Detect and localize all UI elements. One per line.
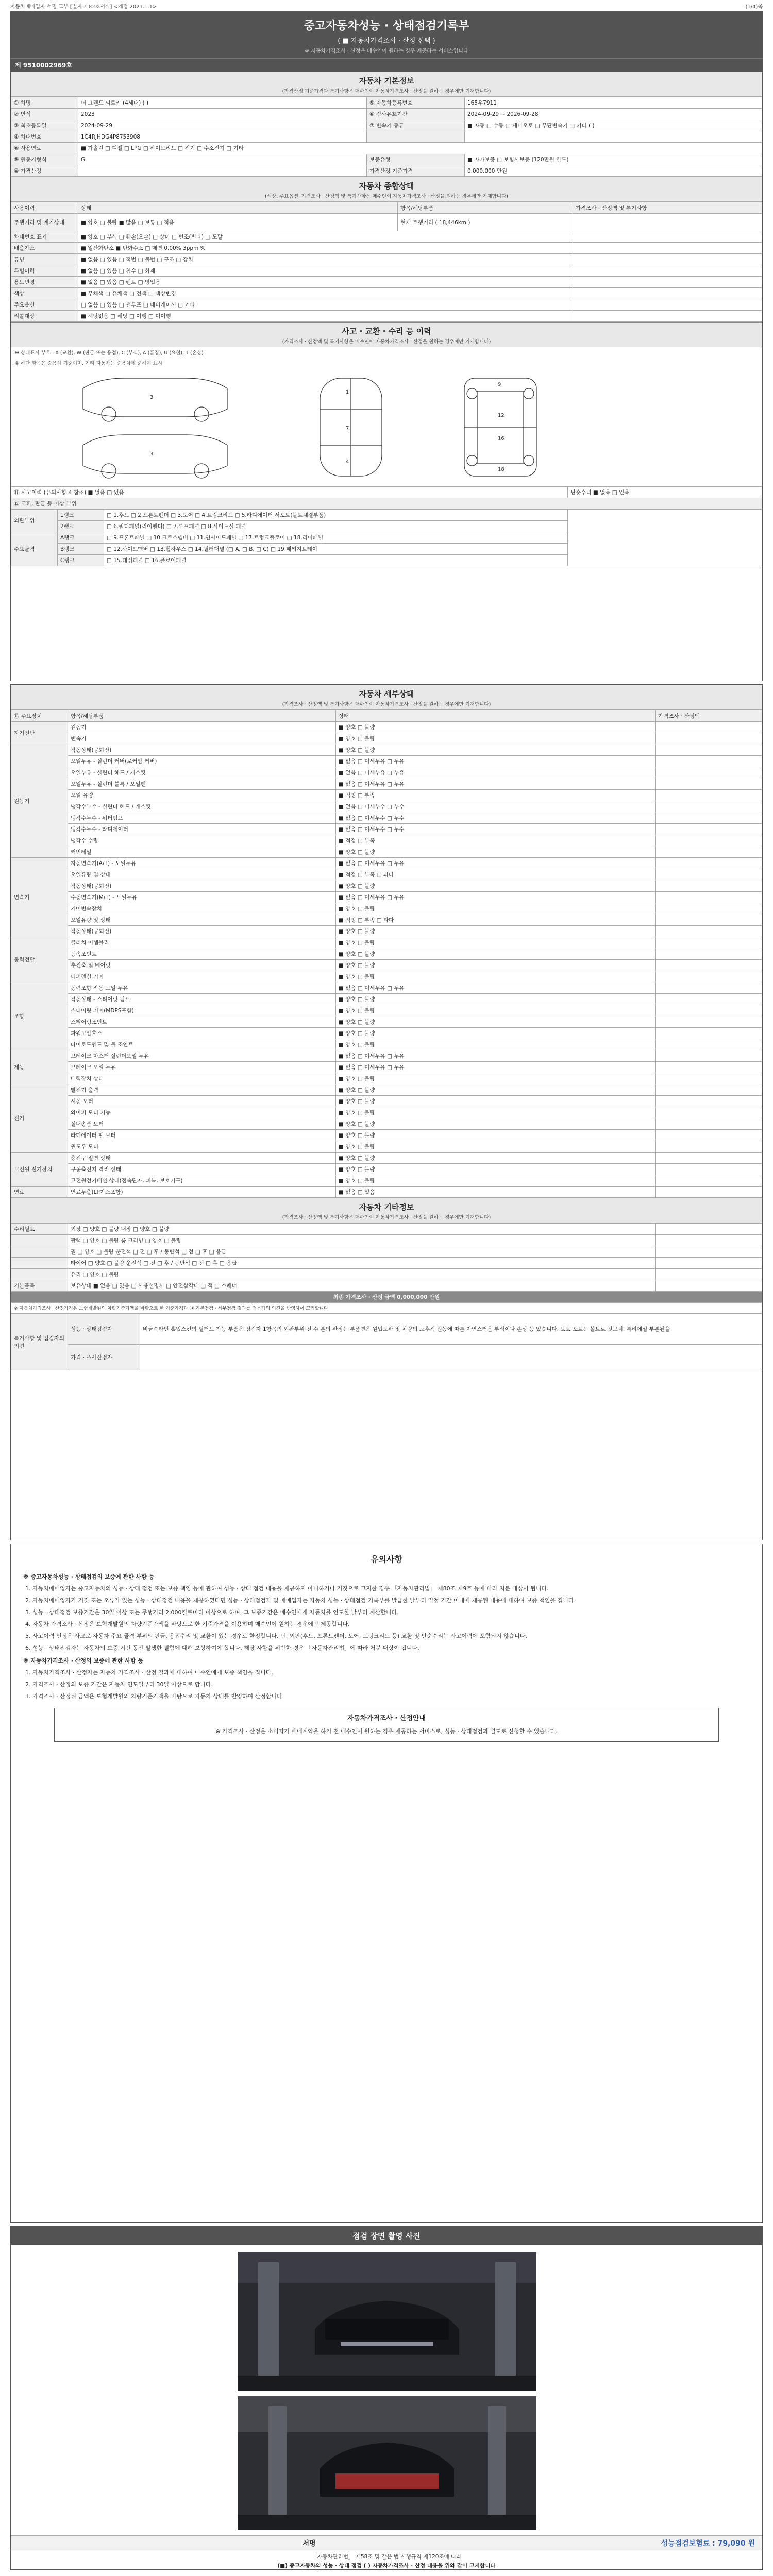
detail-item: 변속기 [68,733,336,744]
detail-state: ■ 양호 □ 불량 [336,1084,656,1096]
detail-state: ■ 양호 □ 불량 [336,846,656,858]
detail-price [656,914,762,926]
detail-group-name: 자기진단 [11,722,68,744]
detail-state: ■ 없음 □ 미세누유 □ 누유 [336,778,656,790]
detail-item: 윈도우 모터 [68,1141,336,1153]
notice-item: 5. 사고이력 인정은 사고로 자동차 주요 골격 부위의 판금, 용접수리 및 교환이 있는 경우로 한정합니다. 단, 외판(후드, 프론트펜더, 도어, 트렁크리드 등) 교환 및 단순수리는 사고이력에 포함되지 않습니다. [32,1632,750,1640]
detail-row [11,812,762,824]
detail-item: 오일누유 - 실린더 커버(로커암 커버) [68,756,336,767]
detail-state: ■ 없음 □ 미세누수 □ 누수 [336,824,656,835]
detail-price [656,812,762,824]
notice-item: 4. 자동차 가격조사 · 산정은 보험개발원의 차량기준가액을 바탕으로 한 기준가격을 이용하며 매수인이 원하는 경우에만 제공합니다. [32,1620,750,1629]
detail-row [11,960,762,971]
registration-number: 제 9510002969호 [11,58,762,72]
detail-item: 오일유량 및 상태 [68,914,336,926]
detail-price [656,767,762,778]
detail-status-heading: 자동차 세부상태 (가격조사 · 산정액 및 특기사항은 매수인이 자동차가격조사 · 산정을 원하는 경우에만 기재합니다) [11,685,762,710]
detail-price [656,1073,762,1084]
detail-group-name: 연료 [11,1187,68,1198]
svg-text:4: 4 [346,459,349,465]
inspection-photo-rear [238,2396,536,2530]
detail-price [656,1084,762,1096]
detail-price [656,744,762,756]
detail-row [11,892,762,903]
detail-state: ■ 양호 □ 불량 [336,1175,656,1187]
detail-item: 타이로드엔드 및 볼 조인트 [68,1039,336,1050]
detail-item: 오일 유량 [68,790,336,801]
notice-item: 1. 자동차가격조사 · 산정자는 자동차 가격조사 · 산정 결과에 대하여 매수인에게 보증 책임을 집니다. [32,1668,750,1677]
detail-state: ■ 없음 □ 미세누수 □ 누수 [336,812,656,824]
detail-state: ■ 양호 □ 불량 [336,926,656,937]
detail-item: 냉각수누수 - 워터펌프 [68,812,336,824]
detail-row [11,1175,762,1187]
detail-state: ■ 양호 □ 불량 [336,1153,656,1164]
detail-item: 연료누출(LP가스포함) [68,1187,336,1198]
detail-state: ■ 양호 □ 불량 [336,937,656,948]
notice-item: 6. 성능 · 상태점검자는 자동차의 보증 기간 동안 발생한 결함에 대해 보상하여야 합니다. 해당 사항을 위반한 경우 「자동차관리법」에 따라 처분 대상이 됩니다. [32,1643,750,1652]
detail-state: ■ 양호 □ 불량 [336,960,656,971]
detail-state: ■ 없음 □ 미세누유 □ 누유 [336,767,656,778]
detail-item: 스티어링 기어(MDPS포함) [68,1005,336,1016]
detail-state: ■ 없음 □ 미세누유 □ 누유 [336,1050,656,1062]
detail-state: ■ 양호 □ 불량 [336,1164,656,1175]
detail-row [11,880,762,892]
detail-item: 작동상태(공회전) [68,744,336,756]
detail-item: 자동변속기(A/T) - 오일누유 [68,858,336,869]
detail-state: ■ 없음 □ 있음 [336,1187,656,1198]
detail-row [11,801,762,812]
detail-item: 실내송풍 모터 [68,1118,336,1130]
detail-row [11,937,762,948]
accident-history-table: ⑪ 사고이력 (유의사항 4 참조) ■ 없음 □ 있음 단순수리 ■ 없음 □ 있음 ⑫ 교환, 판금 등 이상 부위 외판부위 1랭크 □ 1.후드 □ 2.프론트펜더 □ 3.도어 □ 4.트렁크리드 □ 5.라디에이터 서포트(볼트체결부품) 2랭크 □ 6.쿼터패널(리어펜더) □ 7.루프패널 □ 8.사이드실 패널 주요골격 A랭크 □ 9.프론트패널 □ 10.크로스멤버 □ 11.인사이드패널 □ 17.트렁크플로어 □ 18.리어패널 B랭크 □ 12.사이드멤버 □ 13.휠하우스 □ 14.필러패널 (□ A, □ B, □ C) □ 19.패키지트레이 C랭크 □ 15.대쉬패널 □ 16.플로어패널 [11,486,762,566]
detail-row [11,1141,762,1153]
detail-row [11,858,762,869]
overall-status-heading: 자동차 종합상태 (색상, 주요옵션, 가격조사 · 산정액 및 특기사항은 매수인이 자동차가격조사 · 산정을 원하는 경우에만 기재합니다) [11,177,762,202]
detail-price [656,756,762,767]
lift-photo-1-image [238,2252,536,2391]
detail-price [656,1130,762,1141]
detail-price [656,1175,762,1187]
detail-price [656,858,762,869]
detail-state: ■ 적정 □ 부족 □ 과다 [336,869,656,880]
detail-row [11,1016,762,1028]
detail-row [11,1005,762,1016]
detail-state: ■ 양호 □ 불량 [336,1130,656,1141]
svg-text:9: 9 [498,382,501,387]
svg-text:3: 3 [150,395,154,400]
detail-item: 작동상태(공회전) [68,880,336,892]
detail-group-name: 전기 [11,1084,68,1153]
detail-group-name: 변속기 [11,858,68,937]
signature-section: 서명 성능점검보험료 : 79,090 원 「자동차관리법」 제58조 및 같은 법 시행규칙 제120조에 따라 (■) 중고자동차의 성능 · 상태 점검 ( ) 자동차가격조사 · 산정 내용을 위와 같이 고지합니다 [11,2535,762,2569]
detail-price [656,1062,762,1073]
detail-price [656,1005,762,1016]
detail-row [11,903,762,914]
detail-state: ■ 적정 □ 부족 □ 과다 [336,914,656,926]
final-price-bar: 최종 가격조사 · 산정 금액 0,000,000 만원 [11,1292,762,1303]
detail-row [11,914,762,926]
detail-state: ■ 양호 □ 불량 [336,948,656,960]
detail-group-name: 조향 [11,982,68,1050]
detail-item: 라디에이터 팬 모터 [68,1130,336,1141]
detail-row [11,778,762,790]
detail-row [11,1028,762,1039]
detail-row [11,1107,762,1118]
detail-row [11,722,762,733]
detail-state: ■ 양호 □ 불량 [336,1107,656,1118]
detail-price [656,880,762,892]
detail-item: 배력장치 상태 [68,1073,336,1084]
detail-row [11,1187,762,1198]
detail-state: ■ 없음 □ 미세누수 □ 누수 [336,801,656,812]
detail-status-table: ⑬ 주요장치 항목/해당부품 상태 가격조사 · 산정액 자기진단 원동기 ■ 양호 □ 불량 변속기 ■ 양호 □ 불량 원동기 작동상태(공회전) ■ 양호 □ 불량 오일누유 - 실린더 커버(로커암 커버) ■ 없음 □ 미세누유 □ 누유 오일누유 - 실린더 헤드 / 개스킷 ■ 없음 □ 미세누유 □ 누유 오일누유 - 실린더 블록 / 오일팬 ■ 없음 □ 미세누유 □ 누유 오일 유량 ■ 적정 □ 부족 냉각수누수 - 실린더 헤드 / 개스킷 ■ 없음 □ 미세누수 □ 누수 냉각수누수 - 워터펌프 ■ 없음 □ 미세누수 □ 누수 냉각수누수 - 라디에이터 ■ 없음 □ 미세누수 □ 누수 냉각수 수량 ■ 적정 □ 부족 커먼레일 ■ 양호 □ 불량 변속기 자동변속기(A/T) - 오일누유 ■ 없음 □ 미세누유 □ 누유 오일유량 및 상태 ■ 적정 □ 부족 □ 과다 작동상태(공회전) ■ 양호 □ 불량 수동변속기(M/T) - 오일누유 ■ 없음 □ 미세누유 □ 누유 기어변속장치 ■ 양호 □ 불량 오일유량 및 상태 ■ 적정 □ 부족 □ 과다 작동상태(공회전) ■ 양호 □ 불량 동력전달 클러치 어셈블리 ■ 양호 □ 불량 등속조인트 ■ 양호 □ 불량 추진축 및 베어링 ■ 양호 □ 불량 디퍼렌셜 기어 ■ 양호 □ 불량 조향 동력조향 작동 오일 누유 ■ 없음 □ 미세누유 □ 누유 작동상태 - 스티어링 펌프 ■ 양호 □ 불량 스티어링 기어(MDPS포함) ■ 양호 □ 불량 스티어링조인트 ■ 양호 □ 불량 파워고압호스 ■ 양호 □ 불량 타이로드엔드 및 볼 조인트 ■ 양호 □ 불량 제동 브레이크 마스터 실린더오일 누유 ■ 없음 □ 미세누유 □ 누유 브레이크 오일 누유 ■ 없음 □ 미세누유 □ 누유 배력장치 상태 ■ 양호 □ 불량 전기 발전기 출력 ■ 양호 □ 불량 시동 모터 ■ 양호 □ 불량 와이퍼 모터 기능 ■ 양호 □ 불량 실내송풍 모터 ■ 양호 □ 불량 라디에이터 팬 모터 ■ 양호 □ 불량 윈도우 모터 ■ 양호 □ 불량 고전원 전기장치 충전구 절연 상태 ■ 양호 □ 불량 구동축전지 격리 상태 ■ 양호 □ 불량 고전원전기배선 상태(접속단자, 피복, 보호기구) ■ 양호 □ 불량 연료 연료누출(LP가스포함) ■ 없음 □ 있음 [11,710,762,1198]
notice-section: 유의사항 ※ 중고자동차성능 · 상태점검의 보증에 관한 사항 등 1. 자동차매매업자는 중고자동차의 성능 · 상태 점검 또는 보증 책임 등에 관하여 성능 · 상태 점검 내용을 제공하지 아니하거나 거짓으로 고지한 경우 「자동차관리법」 제80조 제9호 등에 따라 처분 대상이 됩니다. 2. 자동차매매업자가 거짓 또는 오류가 있는 성능 · 상태점검 내용을 제공하였다면 성능 · 상태점검자 및 매매업자는 자동차 성능 · 상태점검 기록부를 발급한 날부터 일정 기간 이내에 제공된 내용에 대하여 보증 책임을 집니다. 3. 성능 · 상태점검 보증기간은 30일 이상 또는 주행거리 2,000킬로미터 이상으로 하며, 그 보증기간은 매수인에게 자동차를 인도한 날부터 계산합니다. 4. 자동차 가격조사 · 산정은 보험개발원의 차량기준가액을 바탕으로 한 기준가격을 이용하며 매수인이 원하는 경우에만 제공합니다. 5. 사고이력 인정은 사고로 자동차 주요 골격 부위의 판금, 용접수리 및 교환이 있는 경우로 한정합니다. 단, 외판(후드, 프론트펜더, 도어, 트렁크리드 등) 교환 및 단순수리는 사고이력에 포함되지 않습니다. 6. 성능 · 상태점검자는 자동차의 보증 기간 동안 발생한 결함에 대해 보상하여야 합니다. 해당 사항을 위반한 경우 「자동차관리법」에 따라 처분 대상이 됩니다. ※ 자동차가격조사 · 산정의 보증에 관한 사항 등 1. 자동차가격조사 · 산정자는 자동차 가격조사 · 산정 결과에 대하여 매수인에게 보증 책임을 집니다. 2. 가격조사 · 산정의 보증 기간은 자동차 인도일부터 30일 이상으로 합니다. 3. 가격조사 · 산정된 금액은 보험개발원의 차량기준가액을 바탕으로 자동차 상태를 반영하여 산정합니다. 자동차가격조사 · 산정안내 ※ 가격조사 · 산정은 소비자가 매매계약을 하기 전 매수인이 원하는 경우 제공하는 서비스로, 성능 · 상태점검과 별도로 신청할 수 있습니다. [11,1544,762,1756]
detail-state: ■ 양호 □ 불량 [336,1141,656,1153]
detail-row [11,1050,762,1062]
detail-price [656,733,762,744]
detail-item: 발전기 출력 [68,1084,336,1096]
svg-text:18: 18 [498,467,505,472]
detail-price [656,1050,762,1062]
detail-price [656,1016,762,1028]
detail-price [656,937,762,948]
detail-row [11,790,762,801]
document-header [11,12,762,58]
detail-state: ■ 양호 □ 불량 [336,1073,656,1084]
detail-item: 클러치 어셈블리 [68,937,336,948]
detail-state: ■ 없음 □ 미세누유 □ 누유 [336,1062,656,1073]
page-indicator: (1/4)쪽 [745,4,763,10]
other-info-table: 수리필요 외장 □ 양호 □ 불량 내장 □ 양호 □ 불량 광택 □ 양호 □ 불량 룸 크리닝 □ 양호 □ 불량 휠 □ 양호 □ 불량 운전석 □ 전 □ 후 / 동반석 □ 전 □ 후 □ 응급 타이어 □ 양호 □ 불량 운전석 □ 전 □ 후 / 동반석 □ 전 □ 후 □ 응급 유리 □ 양호 □ 불량 기본품목 보유상태 ■ 없음 □ 있음 □ 사용설명서 □ 안전삼각대 □ 잭 □ 스패너 최종 가격조사 · 산정 금액 0,000,000 만원 ※ 자동차가격조사 · 산정가격은 보험개발원의 차량기준가액을 바탕으로 한 기준가격과 ⑭ 기본점검 · 세부점검 결과를 전문가의 의견을 반영하여 고려합니다 [11,1223,762,1313]
svg-text:12: 12 [498,413,505,418]
detail-group-name: 원동기 [11,744,68,858]
detail-item: 작동상태 - 스티어링 펌프 [68,994,336,1005]
detail-item: 커먼레일 [68,846,336,858]
document-subtitle: ( ■ 자동차가격조사 · 산정 선택 ) [338,37,435,45]
detail-group-name: 제동 [11,1050,68,1084]
detail-state: ■ 양호 □ 불량 [336,1016,656,1028]
notice-item: 1. 자동차매매업자는 중고자동차의 성능 · 상태 점검 또는 보증 책임 등에 관하여 성능 · 상태 점검 내용을 제공하지 아니하거나 거짓으로 고지한 경우 「자동차관리법」 제80조 제9호 등에 따라 처분 대상이 됩니다. [32,1584,750,1593]
detail-item: 브레이크 마스터 실린더오일 누유 [68,1050,336,1062]
detail-price [656,790,762,801]
detail-price [656,971,762,982]
svg-text:7: 7 [346,426,349,431]
detail-group-name: 고전원 전기장치 [11,1153,68,1187]
basic-info-heading: 자동차 기본정보 (가격산정 기준가격과 특기사항은 매수인이 자동차가격조사 · 산정을 원하는 경우에만 기재합니다) [11,72,762,97]
detail-state: ■ 양호 □ 불량 [336,903,656,914]
document-note: ※ 자동차가격조사 · 산정은 매수인이 원하는 경우 제공하는 서비스입니다 [305,48,468,54]
detail-price [656,1118,762,1130]
notice-item: 3. 성능 · 상태점검 보증기간은 30일 이상 또는 주행거리 2,000킬로미터 이상으로 하며, 그 보증기간은 매수인에게 자동차를 인도한 날부터 계산합니다. [32,1608,750,1617]
detail-price [656,722,762,733]
page-2 [10,684,763,1540]
detail-item: 오일누유 - 실린더 블록 / 오일팬 [68,778,336,790]
svg-text:3: 3 [150,451,154,457]
detail-price [656,903,762,914]
detail-item: 냉각수 수량 [68,835,336,846]
detail-row [11,835,762,846]
detail-price [656,994,762,1005]
detail-price [656,1028,762,1039]
detail-state: ■ 없음 □ 미세누유 □ 누유 [336,858,656,869]
detail-item: 오일누유 - 실린더 헤드 / 개스킷 [68,767,336,778]
page-4 [10,2226,763,2570]
detail-row [11,1073,762,1084]
odometer-reading: 현재 주행거리 ( 18,446km ) [398,214,573,231]
detail-item: 기어변속장치 [68,903,336,914]
detail-item: 냉각수누수 - 실린더 헤드 / 개스킷 [68,801,336,812]
detail-state: ■ 적정 □ 부족 [336,835,656,846]
detail-state: ■ 양호 □ 불량 [336,1039,656,1050]
form-reference: 자동차매매업자 서명 교부 [별지 제82호서식] <개정 2021.1.1> [10,4,157,10]
detail-state: ■ 양호 □ 불량 [336,1118,656,1130]
detail-state: ■ 양호 □ 불량 [336,971,656,982]
detail-row [11,948,762,960]
detail-state: ■ 양호 □ 불량 [336,1005,656,1016]
signature-title: 서명 [303,2540,316,2548]
page-3 [10,1544,763,2223]
detail-row [11,1084,762,1096]
accident-history-heading: 사고 · 교환 · 수리 등 이력 (가격조사 · 산정액 및 특기사항은 매수인이 자동차가격조사 · 산정을 원하는 경우에만 기재합니다) [11,322,762,347]
detail-item: 충전구 절연 상태 [68,1153,336,1164]
detail-item: 오일유량 및 상태 [68,869,336,880]
detail-item: 냉각수누수 - 라디에이터 [68,824,336,835]
legend-note: ※ 하단 항목은 승용차 기준이며, 기타 자동차는 승용차에 준하여 표시 [15,361,162,366]
detail-row [11,1096,762,1107]
notice-list-price [23,1668,750,1701]
svg-text:16: 16 [498,436,505,442]
detail-price [656,948,762,960]
detail-state: ■ 양호 □ 불량 [336,733,656,744]
detail-state: ■ 적정 □ 부족 [336,790,656,801]
detail-row [11,1039,762,1050]
detail-row [11,1062,762,1073]
notice-list-inspection [23,1584,750,1652]
detail-price [656,835,762,846]
insurance-fee: 성능점검보험료 : 79,090 원 [661,2539,755,2548]
detail-item: 파워고압호스 [68,1028,336,1039]
inspection-photo-front [238,2252,536,2391]
detail-item: 구동축전지 격리 상태 [68,1164,336,1175]
detail-state: ■ 양호 □ 불량 [336,994,656,1005]
notice-item: 2. 가격조사 · 산정의 보증 기간은 자동차 인도일부터 30일 이상으로 합니다. [32,1680,750,1689]
detail-item: 디퍼렌셜 기어 [68,971,336,982]
inspector-opinion: 비금속라인 흡입스킨의 필터드 가능 부품은 점검자 1항목의 외판부위 전 수 분의 판정는 부품연은 원업도판 및 차량의 노후적 원동에 따른 자연스러운 부식이나 손상 등 있습니다. 요요 포트는 볼트로 짓모치, 특리에설 부분된을 [140,1314,762,1345]
detail-row [11,1164,762,1175]
detail-item: 등속조인트 [68,948,336,960]
notice-item: 2. 자동차매매업자가 거짓 또는 오류가 있는 성능 · 상태점검 내용을 제공하였다면 성능 · 상태점검자 및 매매업자는 자동차 성능 · 상태점검 기록부를 발급한 날부터 일정 기간 이내에 제공된 내용에 대하여 보증 책임을 집니다. [32,1596,750,1605]
detail-price [656,1187,762,1198]
detail-row [11,846,762,858]
detail-item: 스티어링조인트 [68,1016,336,1028]
detail-row [11,994,762,1005]
detail-row [11,1118,762,1130]
detail-row [11,767,762,778]
detail-row [11,744,762,756]
detail-price [656,926,762,937]
other-info-heading: 자동차 기타정보 (가격조사 · 산정액 및 특기사항은 매수인이 자동차가격조사 · 산정을 원하는 경우에만 기재합니다) [11,1198,762,1223]
detail-state: ■ 없음 □ 미세누유 □ 누유 [336,892,656,903]
detail-price [656,1141,762,1153]
detail-state: ■ 양호 □ 불량 [336,744,656,756]
detail-item: 와이퍼 모터 기능 [68,1107,336,1118]
detail-price [656,982,762,994]
detail-item: 추진축 및 베어링 [68,960,336,971]
status-symbol-legend: ※ 상태표시 부호 : X (교환), W (판금 또는 용접), C (부식), A (흠집), U (요철), T (손상) [15,350,204,356]
special-notes-table: 특기사항 및 점검자의 의견 성능 · 상태점검자 비금속라인 흡입스킨의 필터드 가능 부품은 점검자 1항목의 외판부위 전 수 분의 판정는 부품연은 원업도판 및 차량의 노후적 원동에 따른 자연스러운 부식이나 손상 등 있습니다. 요요 포트는 볼트로 짓모치, 특리에설 부분된을 가격 · 조사산정자 [11,1313,762,1370]
detail-price [656,824,762,835]
detail-row [11,1153,762,1164]
detail-row [11,733,762,744]
detail-price [656,960,762,971]
detail-row [11,982,762,994]
notice-title: 유의사항 [371,1554,402,1564]
detail-state: ■ 양호 □ 불량 [336,722,656,733]
basic-info-table: ① 차명 더 그랜드 씨로키 (4세대) ( ) ⑤ 자동차등록번호 165우7911 ② 연식 2023 ⑥ 검사유효기간 2024-09-29 ~ 2026-09-28 ③ 최초등록일 2024-09-29 ⑦ 변속기 종류 ■ 자동 □ 수동 □ 세미오토 □ 무단변속기 □ 기타 ( ) ④ 차대번호 1C4RJHDG4P8753908 ⑧ 사용연료 ■ 가솔린 □ 디젤 □ LPG □ 하이브리드 □ 전기 □ 수소전기 □ 기타 ⑨ 원동기형식 G 보증유형 ■ 자가보증 □ 보험사보증 (120만원 한도) ⑩ 가격산정 가격산정 기준가격 0,000,000 만원 [11,97,762,177]
notice-item: 3. 가격조사 · 산정된 금액은 보험개발원의 차량기준가액을 바탕으로 자동차 상태를 반영하여 산정합니다. [32,1692,750,1701]
detail-row [11,869,762,880]
detail-item: 동력조향 작동 오일 누유 [68,982,336,994]
detail-row [11,971,762,982]
detail-item: 수동변속기(M/T) - 오일누유 [68,892,336,903]
accident-history-row: ⑪ 사고이력 (유의사항 4 참조) ■ 없음 □ 있음 [11,487,568,498]
detail-item: 시동 모터 [68,1096,336,1107]
price-guide-box: 자동차가격조사 · 산정안내 ※ 가격조사 · 산정은 소비자가 매매계약을 하기 전 매수인이 원하는 경우 제공하는 서비스로, 성능 · 상태점검과 별도로 신청할 수 있습니다. [54,1708,719,1741]
detail-state: ■ 양호 □ 불량 [336,1028,656,1039]
detail-item: 브레이크 오일 누유 [68,1062,336,1073]
vehicle-damage-diagram [11,368,762,486]
document-title: 중고자동차성능 · 상태점검기록부 [304,20,469,32]
page-1 [10,11,763,681]
detail-row [11,756,762,767]
photo-section-title: 점검 장면 촬영 사진 [11,2226,762,2245]
detail-price [656,1153,762,1164]
detail-item: 작동상태(공회전) [68,926,336,937]
detail-row [11,1130,762,1141]
svg-text:1: 1 [346,389,349,395]
detail-price [656,1096,762,1107]
detail-price [656,869,762,880]
detail-state: ■ 양호 □ 불량 [336,880,656,892]
detail-state: ■ 양호 □ 불량 [336,1096,656,1107]
detail-state: ■ 없음 □ 미세누유 □ 누유 [336,756,656,767]
detail-group-name: 동력전달 [11,937,68,982]
overall-status-table: 사용이력 상태 항목/해당부품 가격조사 · 산정액 및 특기사항 주행거리 및 계기상태 ■ 양호 □ 불량 ■ 많음 □ 보통 □ 적음 현재 주행거리 ( 18,446km ) 차대번호 표기 ■ 양호 □ 부식 □ 훼손(오손) □ 상이 □ 변조(변타) □ 도말 배출가스 ■ 일산화탄소 ■ 탄화수소 □ 매연 0.00% 3ppm % 튜닝 ■ 없음 □ 있음 □ 적법 □ 불법 □ 구조 □ 장치 특별이력 ■ 없음 □ 있음 □ 침수 □ 화재 용도변경 ■ 없음 □ 있음 □ 렌트 □ 영업용 색상 ■ 무채색 □ 유채색 □ 전색 □ 색상변경 주요옵션 □ 없음 □ 있음 □ 썬루프 □ 네비게이션 □ 기타 리콜대상 ■ 해당없음 □ 해당 □ 이행 □ 미이행 [11,202,762,322]
detail-item: 원동기 [68,722,336,733]
detail-price [656,1164,762,1175]
car-outline-diagram [11,368,762,486]
detail-price [656,1107,762,1118]
detail-price [656,801,762,812]
detail-item: 고전원전기배선 상태(접속단자, 피복, 보호기구) [68,1175,336,1187]
detail-price [656,778,762,790]
lift-photo-2-image [238,2396,536,2530]
detail-price [656,846,762,858]
detail-row [11,926,762,937]
detail-price [656,892,762,903]
detail-price [656,1039,762,1050]
detail-state: ■ 없음 □ 미세누유 □ 누유 [336,982,656,994]
detail-row [11,824,762,835]
